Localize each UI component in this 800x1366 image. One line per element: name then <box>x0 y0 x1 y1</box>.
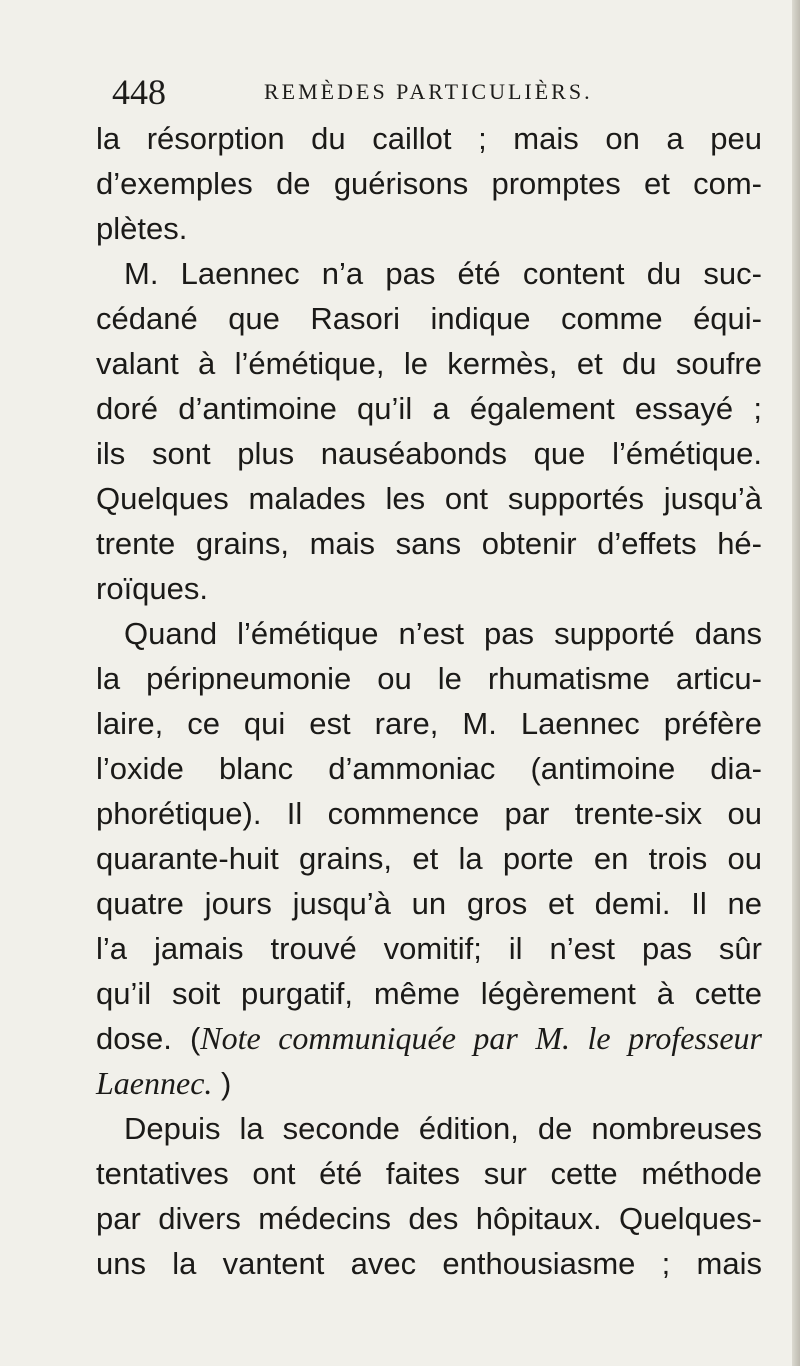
text-line: trente grains, mais sans obtenir d’effets hé- <box>96 526 762 561</box>
text-line: doré d’antimoine qu’il a également essayé ; <box>96 391 762 426</box>
text-line: Quelques malades les ont supportés jusqu’à <box>96 481 762 516</box>
text-line: plètes. <box>96 211 188 246</box>
text-line-with-note <box>96 1061 762 1106</box>
text-line: l’oxide blanc d’ammoniac (antimoine dia- <box>96 751 762 786</box>
text-line: roïques. <box>96 571 209 606</box>
page-edge <box>792 0 800 1366</box>
note-open: ( <box>189 1021 201 1056</box>
text-line-with-note <box>96 1016 762 1061</box>
text-fragment: dose. <box>96 1021 172 1056</box>
text-line: qu’il soit purgatif, même légèrement à cette <box>96 976 762 1011</box>
text-line: uns la vantent avec enthousiasme ; mais <box>96 1246 762 1281</box>
text-line: la péripneumonie ou le rhumatisme articu- <box>96 661 762 696</box>
note-italic: Laennec. <box>96 1065 213 1101</box>
text-line: la résorption du caillot ; mais on a peu <box>96 121 762 156</box>
text-line: quarante-huit grains, et la porte en trois ou <box>96 841 762 876</box>
text-line: tentatives ont été faites sur cette méthode <box>96 1156 762 1191</box>
body-text <box>96 116 762 1286</box>
text-line: Depuis la seconde édition, de nombreuses <box>124 1111 762 1146</box>
text-line: Quand l’émétique n’est pas supporté dans <box>124 616 762 651</box>
text-line: l’a jamais trouvé vomitif; il n’est pas sûr <box>96 931 762 966</box>
note-close: ) <box>221 1066 232 1101</box>
text-line: M. Laennec n’a pas été content du suc- <box>124 256 762 291</box>
running-head: REMÈDES PARTICULIÈRS. <box>264 79 593 104</box>
text-line: cédané que Rasori indique comme équi- <box>96 301 762 336</box>
page-header <box>112 70 752 114</box>
text-line: laire, ce qui est rare, M. Laennec préfère <box>96 706 762 741</box>
text-line: ils sont plus nauséabonds que l’émétique. <box>96 436 762 471</box>
text-line: quatre jours jusqu’à un gros et demi. Il ne <box>96 886 762 921</box>
page-number: 448 <box>112 72 166 112</box>
text-line: d’exemples de guérisons promptes et com- <box>96 166 762 201</box>
note-italic: Note communiquée par M. le professeur <box>200 1020 762 1056</box>
text-line: phorétique). Il commence par trente-six ou <box>96 796 762 831</box>
text-line: par divers médecins des hôpitaux. Quelques- <box>96 1201 762 1236</box>
text-line: valant à l’émétique, le kermès, et du soufre <box>96 346 762 381</box>
